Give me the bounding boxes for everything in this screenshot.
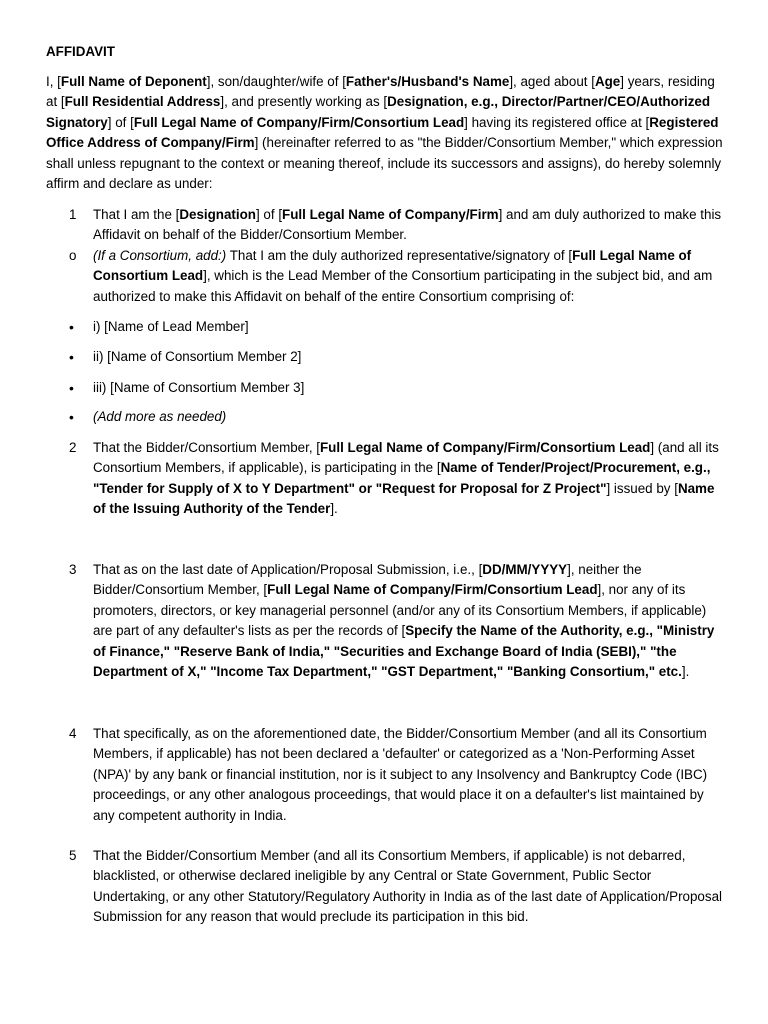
- bold-placeholder: DD/MM/YYYY: [482, 562, 568, 577]
- bold-placeholder: Specify the Name of the Authority, e.g., "Ministry of Finance," "Reserve Bank of India," "Securities and Exchange Board of India (SEBI)," "the Department of X," "Income Tax Department," "GST Department," "Banking Consortium," etc.: [93, 623, 715, 680]
- bold-placeholder: Full Residential Address: [64, 94, 221, 110]
- bold-placeholder: Designation, e.g., Director/Partner/CEO/Authorized Signatory: [46, 94, 711, 130]
- list-number: 1: [69, 207, 77, 222]
- list-item-text: [93, 846, 725, 928]
- bold-placeholder: Father's/Husband's Name: [345, 74, 510, 89]
- bold-placeholder: Registered Office Address of Company/Firm: [46, 114, 719, 151]
- text-run: ] (and all its Consortium Members, if applicable), is participating in the [: [93, 440, 719, 476]
- bullet-icon: •: [69, 349, 74, 365]
- text-run: i) [Name of Lead Member]: [93, 319, 249, 334]
- text-run: ].: [330, 501, 338, 517]
- list-item-text: [93, 560, 725, 682]
- list-item-text: [93, 724, 725, 826]
- bold-placeholder: Name of Tender/Project/Procurement, e.g., "Tender for Supply of X to Y Department" or "Request for Proposal for Z Project": [93, 460, 711, 496]
- text-run: ], aged about [: [509, 74, 595, 89]
- text-run: ii) [Name of Consortium Member 2]: [93, 349, 302, 364]
- text-run: ] (hereinafter referred to as "the Bidder/Consortium Member," which expression shall unless repugnant to the context or meaning thereof, include its successors and assigns), do hereby solemnly affirm and declare as under:: [46, 135, 723, 192]
- text-run: That I am the duly authorized representative/signatory of [: [226, 248, 573, 263]
- text-run: ], neither the Bidder/Consortium Member, [: [93, 562, 642, 598]
- text-run: ] having its registered office at [: [464, 114, 650, 130]
- text-run: ].: [681, 664, 690, 680]
- text-run: ] of [: [255, 207, 283, 222]
- italic-note: (Add more as needed): [93, 409, 227, 424]
- bold-placeholder: Full Legal Name of Consortium Lead: [93, 248, 692, 284]
- bullet-icon: •: [69, 380, 74, 396]
- list-item-text: [93, 347, 725, 367]
- bold-placeholder: Age: [594, 74, 621, 89]
- bullet-icon: •: [69, 319, 74, 335]
- bold-placeholder: Full Legal Name of Company/Firm/Consortium Lead: [133, 114, 465, 130]
- text-run: That the Bidder/Consortium Member (and all its Consortium Members, if applicable) is not debarred, blacklisted, or otherwise declared ineligible by any Central or State Government, Public Sector Undertaking, or any other Statutory/Regulatory Authority in India as of the last date of Application/Proposal Submission for any reason that would preclude its participation in this bid.: [93, 848, 722, 925]
- text-run: iii) [Name of Consortium Member 3]: [93, 380, 305, 395]
- bold-placeholder: Full Legal Name of Company/Firm: [282, 207, 499, 222]
- text-run: That as on the last date of Application/Proposal Submission, i.e., [: [93, 562, 483, 577]
- bold-placeholder: Full Legal Name of Company/Firm/Consortium Lead: [267, 582, 598, 598]
- bold-placeholder: Name of the Issuing Authority of the Tender: [93, 480, 715, 517]
- document-title: AFFIDAVIT: [46, 44, 115, 59]
- list-item-text: [93, 317, 725, 337]
- text-run: I, [: [46, 74, 61, 89]
- list-number: 4: [69, 726, 77, 741]
- text-run: ], and presently working as [: [220, 94, 388, 110]
- text-run: ] and am duly authorized to make this Affidavit on behalf of the Bidder/Consortium Member.: [93, 207, 722, 243]
- list-number: 2: [69, 440, 77, 455]
- text-run: ], son/daughter/wife of [: [206, 74, 346, 89]
- list-item-text: [93, 205, 725, 246]
- list-number: 3: [69, 562, 77, 577]
- list-item-text: [93, 438, 725, 520]
- list-sub-marker: o: [69, 248, 77, 263]
- intro-paragraph: [46, 72, 726, 194]
- bullet-icon: •: [69, 409, 74, 425]
- text-run: ] of [: [107, 114, 134, 130]
- text-run: That specifically, as on the aforementioned date, the Bidder/Consortium Member (and all its Consortium Members, if applicable) has not been declared a 'defaulter' or categorized as a 'Non-Performing Asset (NPA)' by any bank or financial institution, nor is it subject to any Insolvency and Bankruptcy Code (IBC) proceedings, or any other analogous proceedings, that would place it on a defaulter's list maintained by any competent authority in India.: [93, 726, 708, 823]
- italic-note: (If a Consortium, add:): [93, 248, 227, 263]
- list-item-text: [93, 246, 725, 307]
- text-run: That I am the [: [93, 207, 180, 222]
- text-run: ], which is the Lead Member of the Consortium participating in the subject bid, and am authorized to make this Affidavit on behalf of the entire Consortium comprising of:: [93, 268, 713, 304]
- bold-placeholder: Full Name of Deponent: [60, 74, 207, 89]
- text-run: ] issued by [: [606, 480, 678, 496]
- list-item-text: [93, 407, 725, 427]
- text-run: ], nor any of its promoters, directors, or key managerial personnel (and/or any of its Consortium Members, if applicable) are part of any defaulter's lists as per the records of [: [93, 582, 707, 639]
- list-item-text: [93, 378, 725, 398]
- list-number: 5: [69, 848, 77, 863]
- bold-placeholder: Designation: [179, 207, 256, 222]
- text-run: ] years, residing at [: [46, 74, 715, 110]
- bold-placeholder: Full Legal Name of Company/Firm/Consortium Lead: [320, 440, 651, 455]
- text-run: That the Bidder/Consortium Member, [: [93, 440, 320, 455]
